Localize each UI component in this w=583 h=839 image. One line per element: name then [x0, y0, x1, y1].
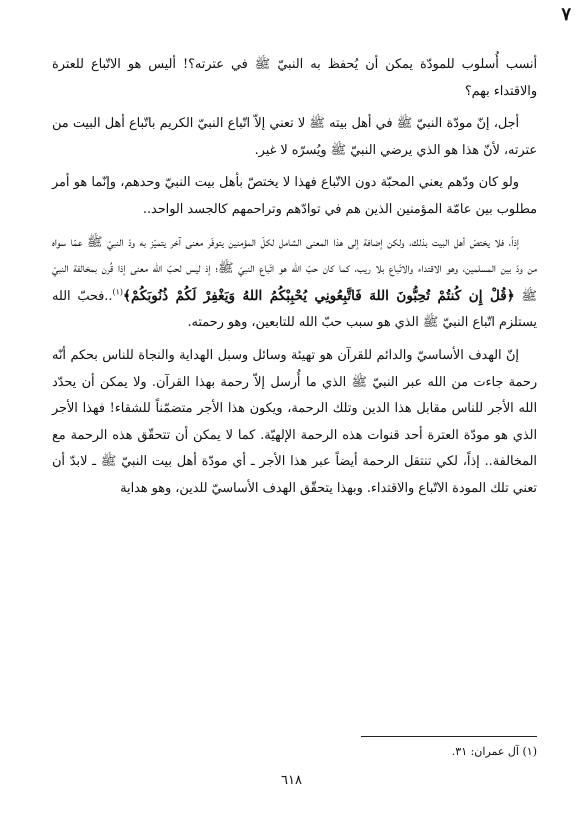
paragraph-4-text: إذاً، فلا يختصّ أهل البيت بذلك، ولكن إضافة إلى هذا المعنى الشامل لكلّ المؤمنين يتوفّر معنى آخر يتميّز به ودّ النبيّ ﷺ عمّا سواه من ودّ بين المسلمين، وهو الاقتداء والاتّباع بلا ريب، كما كان حبّ الله هو اتّباع النبيّ ﷺ؛ إذ ليس لحبّ الله معنى إذا قُرن بمخالفة النبيّ ﷺ	[52, 234, 538, 304]
paragraph-3: ولو كان ودّهم يعني المحبّة دون الاتّباع فهذا لا يختصّ بأهل بيت النبيّ وحدهم، وإنّما هو أمر مطلوب بين عامّة المؤمنين الذين هم في توادّهم وتراحمهم كالجسد الواحد..	[52, 175, 537, 217]
paragraph-4	[52, 230, 537, 337]
paragraph-1: أنسب أُسلوب للمودّة يمكن أن يُحفظ به النبيّ ﷺ في عترته؟! أليس هو الاتّباع للعترة والاقتداء بهم؟	[52, 57, 537, 99]
quran-verse: ﴿قُلْ إِن كُنتُمْ تُحِبُّونَ اللهَ فَاتَّبِعُونِي يُحْبِبْكُمُ اللهُ وَيَغْفِرْ لَكُمْ ذُنُوبَكُمْ﴾	[123, 287, 515, 304]
paragraph-2: أجل، إنّ مودّة النبيّ ﷺ في أهل بيته ﷺ لا تعني إلاّ اتّباع النبيّ الكريم باتّباع أهل البيت من عترته، لأنّ هذا هو الذي يرضي النبيّ ﷺ ويُسرّه لا غير.	[52, 116, 537, 158]
footnote: (١) آل عمران: ٣١.	[451, 745, 537, 758]
body-text	[52, 52, 537, 509]
page-number: ٦١٨	[281, 773, 302, 788]
paragraph-4-continuation: ..فحبّ الله يستلزم اتّباع النبيّ ﷺ الذي هو سبب حبّ الله للتابعين، وهو رحمته.	[52, 288, 537, 331]
footnote-divider	[361, 736, 537, 737]
footnote-ref: (١)	[112, 287, 123, 297]
paragraph-5: إنّ الهدف الأساسيّ والدائم للقرآن هو تهيئة وسائل وسبل الهداية والنجاة للناس بحكم أنّه رحمة جاءت من الله عبر النبيّ ﷺ الذي ما أُرسل إلاّ رحمة بهذا القرآن. ولا يمكن أن يحدّد الله الأجر للناس مقابل هذا الدين وتلك الرحمة، ويكون هذا الأجر متضمّناً للشقاء! فهذا الأجر الذي هو مودّة العترة أحد قنوات هذه الرحمة الإلهيّة. كما لا يمكن أن تتحقّق هذه الرحمة مع المخالفة.. إذاً، لكي تنتقل الرحمة أيضاً عبر هذا الأجر ـ أي مودّة أهل بيت النبيّ ﷺ ـ لابدّ أن تعني تلك المودة الاتّباع والاقتداء. وبهذا يتحقّق الهدف الأساسيّ للدين، وهو هداية	[52, 347, 537, 496]
corner-mark: ٧	[561, 4, 571, 25]
